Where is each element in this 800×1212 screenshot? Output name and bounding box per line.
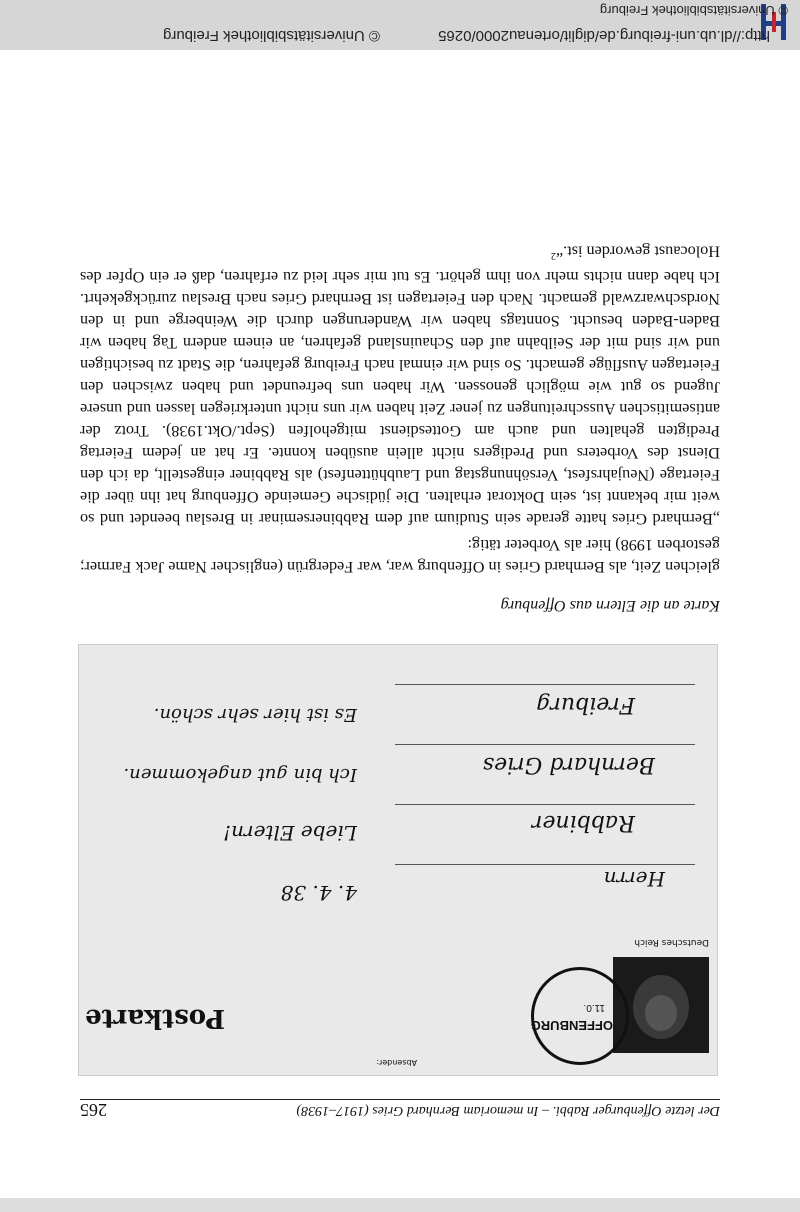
address-rule (395, 684, 695, 685)
address-rule (395, 744, 695, 745)
address-line: Rabbiner (531, 810, 635, 835)
postcard-image (78, 644, 718, 1076)
message-line: Ich bin gut angekommen. (123, 764, 357, 785)
stamp-label: Deutsches Reich (634, 937, 709, 947)
message-line: 4. 4. 38 (280, 881, 357, 905)
address-line: Freiburg (536, 692, 635, 717)
page-number: 265 (80, 1100, 107, 1120)
quote-paragraph (80, 241, 720, 530)
postmark-date: 11.0. (583, 1002, 605, 1013)
message-line: Liebe Eltern! (223, 821, 357, 845)
body-text (80, 241, 720, 578)
running-head: Der letzte Offenburger Rabbi. – In memoriam Bernhard Gries (1917–1938) (296, 1103, 720, 1118)
message-line: Es ist hier sehr schön. (153, 704, 357, 725)
sender-label: Absender: (376, 1058, 417, 1067)
quote-text: „Bernhard Gries hatte gerade sein Studium auf dem Rabbinerseminar in Breslau beendet und so weit mir bekannt ist, sein Doktorat erhalten. Die jüdische Gemeinde Offenburg hat ihn über die Feiertage (Neujahrsfest, Versöhnungstag und Laubhüttenfest) als Rabbiner eingestellt, da ich den Dienst des Vorbeters und Predigers nicht allein ausüben konnte. Er hat an jedem Feiertag Predigten gehalten und auch am Gottesdienst mitgeholfen (Sept./Okt.1938). Trotz der antisemitischen Ausschreitungen zu jener Zeit haben wir uns nicht unterkriegen lassen und unsere Jugend so gut wie möglich genossen. Wir haben uns befreundet und haben zwischen den Feiertagen Ausflüge gemacht. So sind wir einmal nach Freiburg gefahren, die Stadt zu besichtigen und wir sind mit der Seilbahn auf den Schauinsland gefahren, an einem andern Tag haben wir Baden-Baden besucht. Sonntags haben wir Wanderungen durch die Weinberge und in den Nordschwarzwald gemacht. Nach den Feiertagen ist Bernhard Gries nach Breslau zurückgekehrt. Ich habe dann nichts mehr von ihm gehört. Es tut mir sehr leid zu erfahren, daß er ein Opfer des Holocaust geworden ist.“ (80, 242, 720, 528)
library-brand: © Universitätsbibliothek Freiburg (599, 3, 788, 18)
postmark-ring-icon (531, 967, 629, 1065)
postcard-title: Postkarte (85, 1003, 225, 1033)
source-url[interactable]: http://dl.ub.uni-freiburg.de/diglit/ortenau2000/0265 (438, 27, 770, 44)
address-form (395, 665, 695, 905)
address-rule (395, 804, 695, 805)
address-line: Bernhard Gries (482, 752, 655, 777)
copyright-notice: © Universitätsbibliothek Freiburg (163, 27, 380, 44)
address-rule (395, 864, 695, 865)
footnote-marker: 2 (550, 250, 556, 261)
intro-paragraph: gleichen Zeit, als Bernhard Gries in Offenburg war, war Federgrün (englischer Name Jack Farmer; gestorben 1998) hier als Vorbeter tätig: (80, 536, 720, 576)
address-line: Herrn (603, 867, 665, 891)
image-caption: Karte an die Eltern aus Offenburg (500, 597, 720, 614)
header-rule (80, 1099, 720, 1100)
postmark-city: OFFENBURG (530, 1018, 613, 1033)
